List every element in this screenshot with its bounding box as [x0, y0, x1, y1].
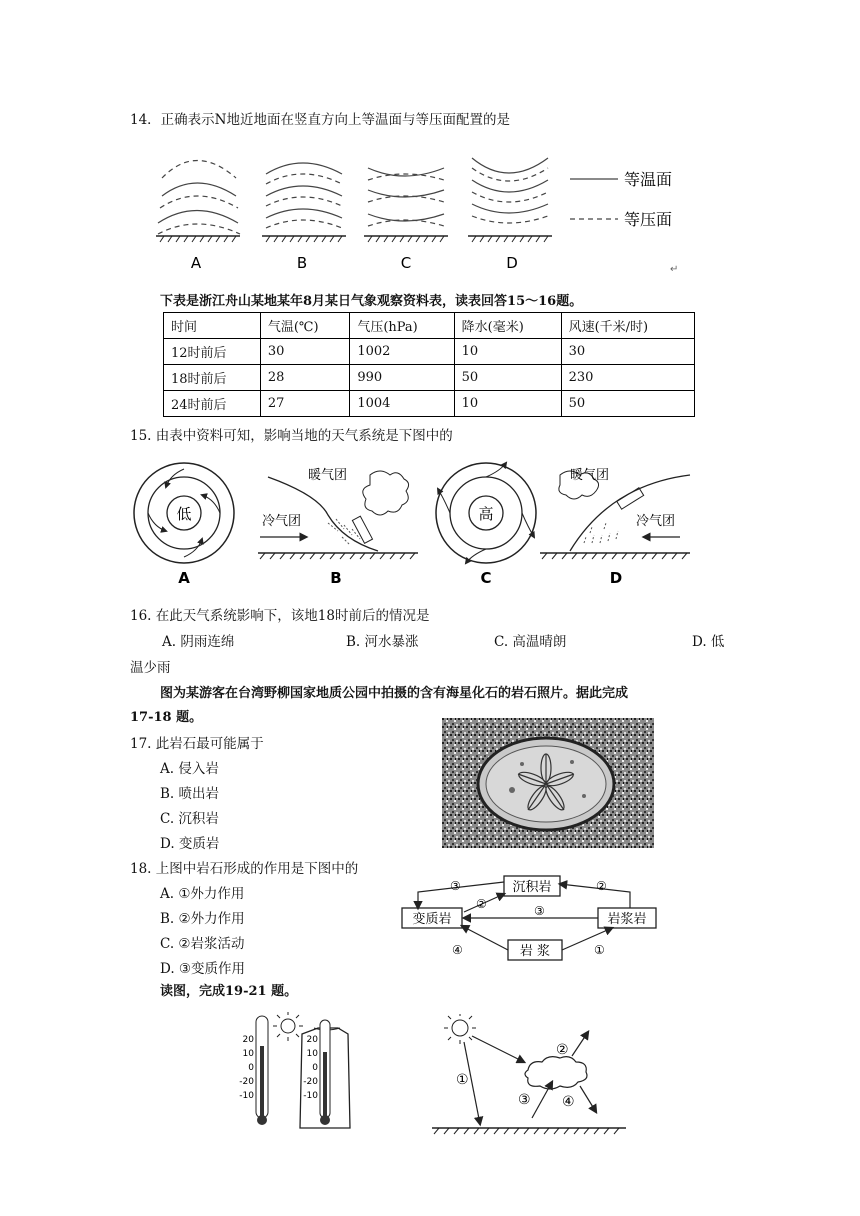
q16-stem: 16. 在此天气系统影响下，该地18时前后的情况是	[130, 608, 430, 624]
table-header-row	[164, 313, 695, 339]
ws-label-a: A	[178, 569, 190, 587]
radiation-num-1: ①	[456, 1072, 469, 1088]
cold-air-label-b: 冷气团	[262, 514, 302, 529]
table-cell: 28	[260, 365, 349, 391]
legend-isotherm: 等温面	[624, 170, 673, 189]
cycle-num-2a: ②	[596, 879, 607, 893]
q18-stem: 18. 上图中岩石形成的作用是下图中的	[130, 861, 359, 877]
bottle-tick: -20	[303, 1077, 318, 1087]
table-header: 风速(千米/时)	[561, 313, 694, 339]
table-row	[164, 365, 695, 391]
table-cell: 30	[561, 339, 694, 365]
magma-label: 岩 浆	[519, 944, 551, 959]
high-label: 高	[478, 505, 494, 523]
intro-17-18-line1: 图为某游客在台湾野柳国家地质公园中拍摄的含有海星化石的岩石照片。据此完成	[160, 686, 629, 701]
bottle-tick: 10	[306, 1049, 318, 1059]
table-cell: 1002	[350, 339, 454, 365]
metamorphic-rock-label: 变质岩	[412, 912, 452, 927]
q16-option-d: D. 低	[692, 634, 725, 650]
weather-system-diagrams	[130, 455, 700, 590]
intro-19-21: 读图，完成19-21 题。	[160, 984, 298, 999]
q17-option-a: A. 侵入岩	[160, 761, 219, 777]
thermo-tick: -10	[239, 1091, 254, 1101]
isotherm-isobar-diagrams	[150, 148, 690, 273]
low-label: 低	[176, 505, 192, 523]
thermo-tick: 0	[248, 1063, 254, 1073]
sun-icon-2	[444, 1014, 476, 1044]
radiation-diagram	[432, 1014, 632, 1136]
q16-option-b: B. 河水暴涨	[346, 634, 419, 650]
return-mark: ↵	[670, 264, 679, 273]
warm-air-label-b: 暖气团	[308, 468, 348, 483]
sun-icon-1	[273, 1012, 303, 1041]
table-cell: 18时前后	[164, 365, 261, 391]
table-cell: 12时前后	[164, 339, 261, 365]
q16-option-d-wrap: 温少雨	[130, 660, 171, 676]
panel-a-label: A	[190, 254, 202, 272]
intro-17-18-line2: 17-18 题。	[130, 710, 203, 725]
panel-c	[364, 168, 448, 242]
cycle-num-3a: ③	[450, 879, 461, 893]
warm-air-label-d: 暖气团	[570, 468, 610, 483]
thermo-tick: 20	[242, 1035, 254, 1045]
table-cell: 990	[350, 365, 454, 391]
intro-15-16: 下表是浙江舟山某地某年8月某日气象观察资料表，读表回答15～16题。	[160, 294, 583, 309]
table-cell: 27	[260, 391, 349, 417]
table-cell: 1004	[350, 391, 454, 417]
panel-b	[262, 163, 346, 242]
bottle-tick: -10	[303, 1091, 318, 1101]
table-cell: 10	[454, 391, 561, 417]
thermo-tick: 10	[242, 1049, 254, 1059]
table-header: 时间	[164, 313, 261, 339]
panel-b-label: B	[296, 254, 308, 272]
radiation-num-3: ③	[518, 1092, 531, 1108]
ws-label-b: B	[330, 569, 342, 587]
bottle-tick: 20	[306, 1035, 318, 1045]
q17-stem: 17. 此岩石最可能属于	[130, 736, 264, 752]
q17-option-d: D. 变质岩	[160, 836, 220, 852]
cold-air-label-d: 冷气团	[636, 514, 676, 529]
q18-option-b: B. ②外力作用	[160, 911, 245, 927]
table-cell: 50	[454, 365, 561, 391]
table-header: 气温(℃)	[260, 313, 349, 339]
q16-option-a: A. 阴雨连绵	[162, 634, 235, 650]
thermo-tick: -20	[239, 1077, 254, 1087]
table-header: 降水(毫米)	[454, 313, 561, 339]
cold-front-diagram	[258, 467, 418, 559]
anticyclone-diagram	[436, 463, 536, 563]
table-cell: 10	[454, 339, 561, 365]
cycle-num-2b: ②	[476, 897, 487, 911]
table-row	[164, 391, 695, 417]
table-cell: 230	[561, 365, 694, 391]
cycle-num-4: ④	[452, 943, 463, 957]
radiation-num-2: ②	[556, 1042, 569, 1058]
sedimentary-rock-label: 沉积岩	[512, 880, 552, 895]
cycle-num-1: ①	[594, 943, 605, 957]
radiation-num-4: ④	[562, 1094, 575, 1110]
panel-d-label: D	[506, 254, 518, 272]
q17-option-c: C. 沉积岩	[160, 811, 219, 827]
cycle-num-3b: ③	[534, 904, 545, 918]
q18-option-a: A. ①外力作用	[160, 886, 245, 902]
table-cell: 24时前后	[164, 391, 261, 417]
table-cell: 30	[260, 339, 349, 365]
panel-d	[468, 158, 552, 242]
bottle-tick: 0	[312, 1063, 318, 1073]
legend-isobar: 等压面	[624, 210, 673, 229]
cyclone-diagram	[134, 463, 234, 563]
warm-front-diagram	[540, 467, 690, 559]
rock-cycle-diagram	[398, 868, 688, 968]
q14-stem: 14．正确表示N地近地面在竖直方向上等温面与等压面配置的是	[130, 112, 510, 128]
q17-option-b: B. 喷出岩	[160, 786, 220, 802]
table-header: 气压(hPa)	[350, 313, 454, 339]
igneous-rock-label: 岩浆岩	[607, 912, 647, 927]
weather-table	[163, 312, 695, 417]
q18-option-d: D. ③变质作用	[160, 961, 246, 977]
table-row	[164, 339, 695, 365]
ws-label-d: D	[609, 569, 623, 587]
panel-a	[156, 161, 240, 243]
cloud-icon	[525, 1057, 587, 1089]
thermometer-bottle-diagram	[232, 1012, 382, 1134]
q18-option-c: C. ②岩浆活动	[160, 936, 245, 952]
panel-c-label: C	[400, 254, 412, 272]
ws-label-c: C	[480, 569, 492, 587]
table-cell: 50	[561, 391, 694, 417]
q16-option-c: C. 高温晴朗	[494, 634, 567, 650]
q15-stem: 15. 由表中资料可知，影响当地的天气系统是下图中的	[130, 428, 453, 444]
starfish-fossil-photo	[442, 718, 654, 848]
